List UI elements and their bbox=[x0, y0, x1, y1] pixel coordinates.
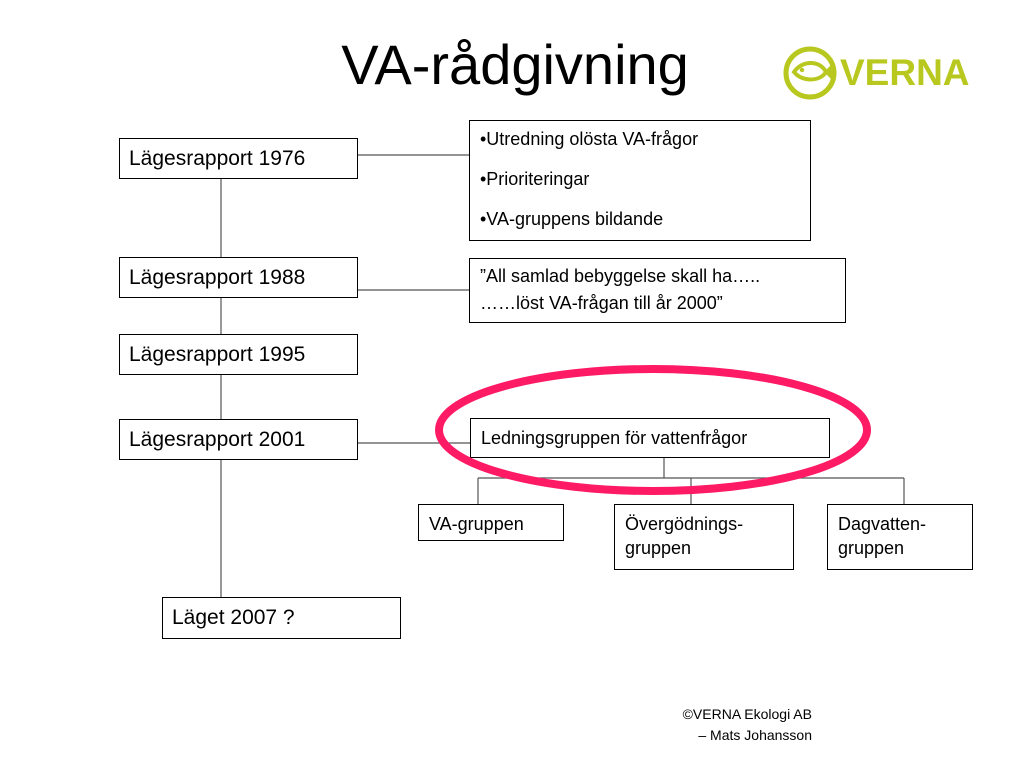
footer-credit bbox=[600, 704, 812, 746]
bullet-item: •VA-gruppens bildande bbox=[480, 209, 664, 229]
timeline-box-2007: Läget 2007 ? bbox=[162, 597, 401, 639]
subgroup-label: gruppen bbox=[625, 538, 692, 558]
bullet-item: •Utredning olösta VA-frågor bbox=[480, 129, 699, 149]
footer-line: ©VERNA Ekologi AB bbox=[682, 706, 812, 722]
timeline-box-1995: Lägesrapport 1995 bbox=[119, 334, 358, 375]
footer-line: – Mats Johansson bbox=[698, 727, 812, 743]
management-group-box: Ledningsgruppen för vattenfrågor bbox=[470, 418, 830, 458]
subgroup-label: Dagvatten- bbox=[838, 514, 927, 534]
timeline-box-2001: Lägesrapport 2001 bbox=[119, 419, 358, 460]
quote-line: ”All samlad bebyggelse skall ha….. bbox=[480, 266, 761, 286]
subgroup-label: VA-gruppen bbox=[429, 514, 524, 534]
page-title: VA-rådgivning bbox=[341, 33, 689, 96]
highlight-ellipse bbox=[439, 369, 867, 491]
logo-text: VERNA bbox=[840, 52, 970, 93]
quote-line: ……löst VA-frågan till år 2000” bbox=[480, 293, 723, 313]
bullet-item: •Prioriteringar bbox=[480, 169, 590, 189]
subgroup-label: Övergödnings- bbox=[625, 514, 744, 534]
timeline-box-1988: Lägesrapport 1988 bbox=[119, 257, 358, 298]
subgroup-label: gruppen bbox=[838, 538, 905, 558]
timeline-box-1976: Lägesrapport 1976 bbox=[119, 138, 358, 179]
